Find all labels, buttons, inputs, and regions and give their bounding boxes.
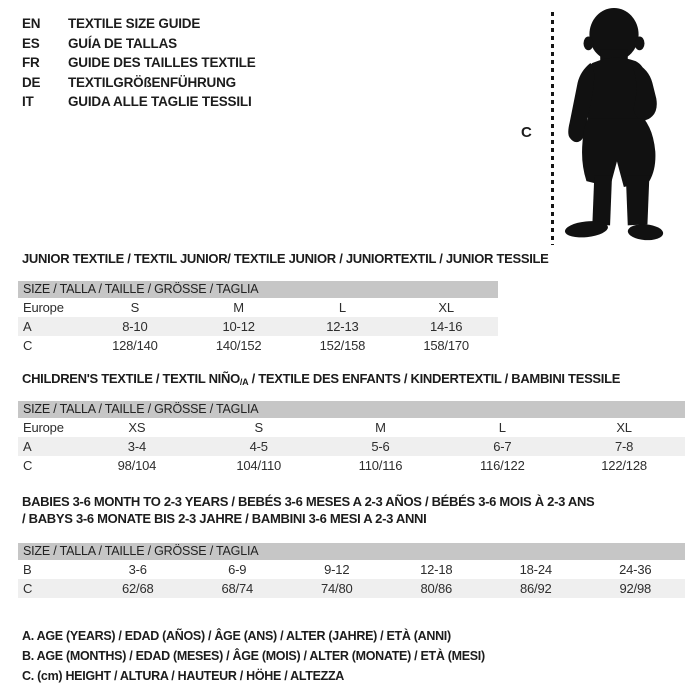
age-cell: 9-12 (324, 562, 350, 577)
guide-title: TEXTILGRÖßENFÜHRUNG (68, 74, 236, 90)
children-title-pre: CHILDREN'S TEXTILE / TEXTIL NIÑO (22, 371, 240, 386)
height-cell: 116/122 (479, 458, 525, 473)
age-cell: 12-13 (326, 319, 359, 334)
size-cell: XL (616, 420, 632, 435)
row-label: A (23, 319, 32, 334)
size-table-header: SIZE / TALLA / TAILLE / GRÖSSE / TAGLIA (18, 543, 685, 560)
language-code: DE (22, 74, 41, 90)
babies-size-table (18, 543, 685, 598)
language-code: EN (22, 16, 41, 31)
height-cell: 68/74 (221, 581, 254, 596)
table-row-height (18, 336, 498, 355)
table-row-europe (18, 418, 685, 437)
table-row-age (18, 317, 498, 336)
row-label: Europe (23, 420, 64, 435)
height-cell: 62/68 (121, 581, 154, 596)
children-size-table (18, 401, 685, 475)
row-label: A (23, 439, 32, 454)
size-table-header: SIZE / TALLA / TAILLE / GRÖSSE / TAGLIA (18, 401, 685, 418)
language-row (22, 14, 256, 34)
height-cell: 110/116 (358, 458, 403, 473)
table-row-age-months (18, 560, 685, 579)
row-label: B (23, 562, 32, 577)
table-row-europe (18, 298, 498, 317)
junior-section-title: JUNIOR TEXTILE / TEXTIL JUNIOR/ TEXTILE JUNIOR / JUNIORTEXTIL / JUNIOR TESSILE (22, 251, 549, 266)
row-label: C (23, 338, 33, 353)
size-cell: XL (438, 300, 454, 315)
size-table-header: SIZE / TALLA / TAILLE / GRÖSSE / TAGLIA (18, 281, 498, 298)
age-cell: 12-18 (420, 562, 453, 577)
height-cell: 92/98 (619, 581, 652, 596)
legend (22, 626, 485, 686)
age-cell: 6-7 (493, 439, 512, 454)
age-cell: 14-16 (430, 319, 463, 334)
language-row (22, 53, 256, 73)
language-title-list (22, 14, 256, 112)
language-row (22, 92, 256, 112)
age-cell: 10-12 (222, 319, 255, 334)
height-cell: 86/92 (519, 581, 552, 596)
guide-title: GUIDE DES TAILLES TEXTILE (68, 55, 256, 71)
row-label: C (23, 458, 33, 473)
table-row-height (18, 579, 685, 598)
height-cell: 74/80 (320, 581, 353, 596)
height-cell: 80/86 (420, 581, 453, 596)
size-cell: M (375, 420, 386, 435)
junior-size-table (18, 281, 498, 355)
legend-line-b: B. AGE (MONTHS) / EDAD (MESES) / ÂGE (MOIS) / ALTER (MONATE) / ETÀ (MESI) (22, 649, 485, 663)
table-row-age (18, 437, 685, 456)
height-cell: 122/128 (601, 458, 647, 473)
height-label-c: C (521, 124, 532, 141)
children-section-title (22, 371, 620, 391)
age-cell: 6-9 (228, 562, 247, 577)
age-cell: 3-4 (127, 439, 146, 454)
language-code: ES (22, 35, 40, 51)
age-cell: 8-10 (122, 319, 148, 334)
size-cell: M (233, 300, 244, 315)
guide-title: TEXTILE SIZE GUIDE (68, 16, 201, 31)
age-cell: 7-8 (614, 439, 634, 454)
size-cell: S (130, 300, 140, 315)
height-dotted-line (551, 12, 554, 245)
babies-section-title: BABIES 3-6 MONTH TO 2-3 YEARS / BEBÉS 3-6 MESES A 2-3 AÑOS / BÉBÉS 3-6 MOIS À 2-3 ANS / BABYS 3-6 MONATE BIS 2-3 JAHRE / BAMBINI 3-6 MESI A 2-3 ANNI (22, 494, 595, 526)
legend-line-c: C. (cm) HEIGHT / ALTURA / HAUTEUR / HÖHE / ALTEZZA (22, 669, 345, 683)
height-cell: 104/110 (236, 458, 282, 473)
height-cell: 158/170 (423, 338, 469, 353)
age-cell: 5-6 (371, 439, 390, 454)
toddler-silhouette (562, 6, 666, 246)
children-title-post: / TEXTILE DES ENFANTS / KINDERTEXTIL / BAMBINI TESSILE (248, 371, 621, 386)
guide-title: GUIDA ALLE TAGLIE TESSILI (68, 94, 252, 110)
size-cell: XS (128, 420, 146, 435)
guide-title: GUÍA DE TALLAS (68, 35, 177, 51)
height-cell: 128/140 (112, 338, 158, 353)
height-cell: 140/152 (215, 338, 262, 353)
size-cell: L (338, 300, 346, 315)
language-code: IT (22, 94, 34, 110)
row-label: Europe (23, 300, 64, 315)
age-cell: 4-5 (249, 439, 268, 454)
language-row (22, 73, 256, 93)
language-row (22, 34, 256, 54)
table-row-height (18, 456, 685, 475)
row-label: C (23, 581, 33, 596)
age-cell: 18-24 (519, 562, 552, 577)
height-cell: 152/158 (319, 338, 366, 353)
height-cell: 98/104 (117, 458, 157, 473)
language-code: FR (22, 55, 40, 71)
legend-line-a: A. AGE (YEARS) / EDAD (AÑOS) / ÂGE (ANS) / ALTER (JAHRE) / ETÀ (ANNI) (22, 629, 451, 643)
children-title-sub: /A (239, 377, 249, 387)
size-cell: L (498, 420, 506, 435)
size-cell: S (254, 420, 263, 435)
age-cell: 3-6 (128, 562, 147, 577)
age-cell: 24-36 (619, 562, 652, 577)
